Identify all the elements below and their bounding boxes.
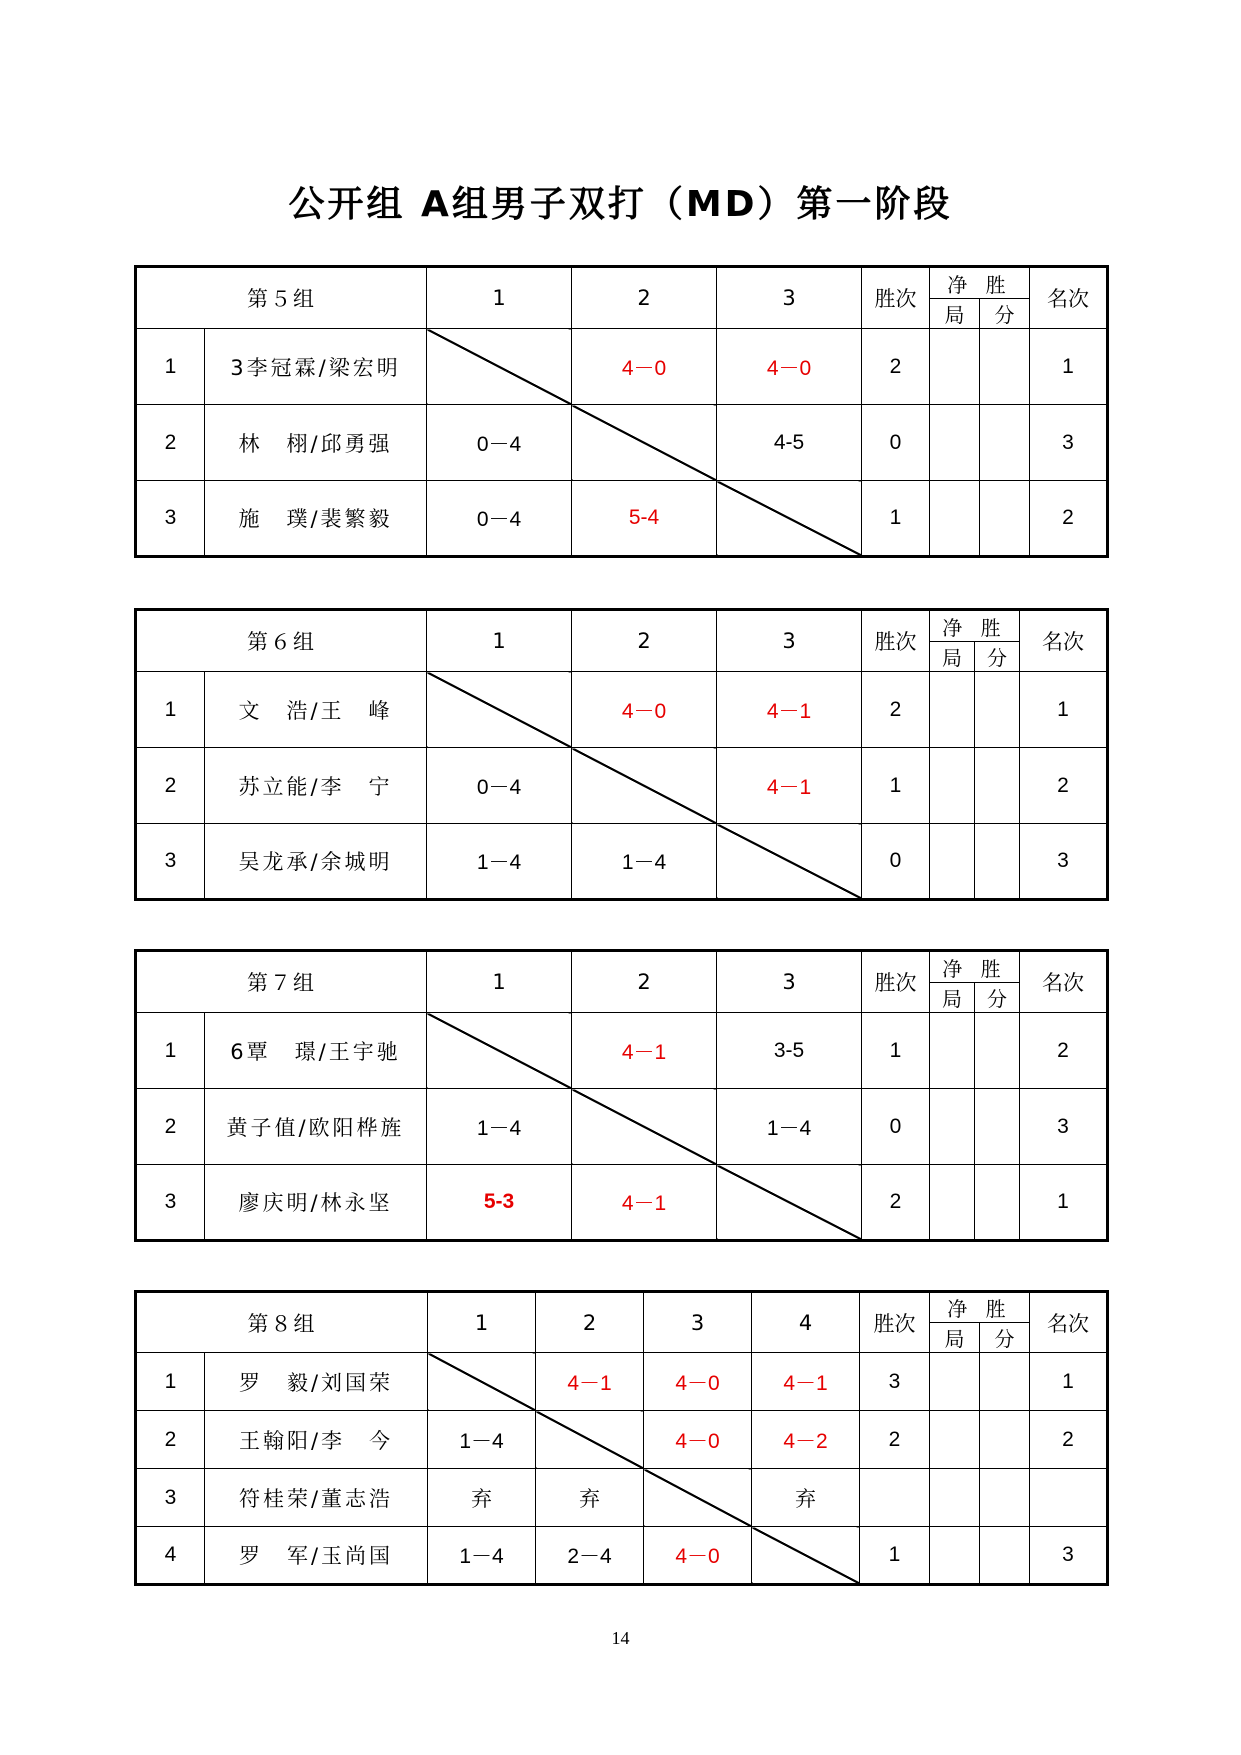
rank-header: 名次	[1020, 610, 1108, 672]
group-table	[134, 608, 1109, 901]
score-cell: 3-5	[717, 1013, 862, 1089]
player-pair: 廖庆明/林永坚	[205, 1165, 427, 1241]
rank-cell: 3	[1020, 1089, 1108, 1165]
score-cell: 1－4	[427, 824, 572, 900]
net-games-cell	[930, 329, 980, 405]
score-cell: 0－4	[427, 481, 572, 557]
rank-cell: 1	[1020, 672, 1108, 748]
net-win-label: 净 胜	[930, 269, 1029, 299]
net-win-label: 净 胜	[930, 953, 1019, 983]
score-cell: 4－0	[572, 329, 717, 405]
net-points-cell	[980, 329, 1030, 405]
diagonal-cell	[572, 1089, 717, 1165]
wins-cell: 2	[860, 1411, 930, 1469]
wins-cell	[860, 1469, 930, 1527]
rank-cell: 3	[1020, 824, 1108, 900]
score-cell: 4－0	[644, 1527, 752, 1585]
score-cell: 弃	[536, 1469, 644, 1527]
net-games-cell	[930, 405, 980, 481]
wins-header: 胜次	[862, 610, 930, 672]
rank-cell: 1	[1030, 329, 1108, 405]
player-pair: 3李冠霖/梁宏明	[205, 329, 427, 405]
score-cell: 4－1	[752, 1353, 860, 1411]
wins-cell: 2	[862, 329, 930, 405]
wins-cell: 1	[862, 1013, 930, 1089]
net-points-cell	[980, 1527, 1030, 1585]
col-header: 2	[572, 951, 717, 1013]
net-points-cell	[980, 481, 1030, 557]
table-row	[136, 405, 1108, 481]
row-index: 4	[136, 1527, 205, 1585]
score-cell: 0－4	[427, 405, 572, 481]
col-header: 1	[427, 951, 572, 1013]
rank-cell: 2	[1030, 481, 1108, 557]
net-games-label: 局	[930, 983, 975, 1012]
group-name: 第８组	[136, 1292, 428, 1353]
rank-cell: 2	[1030, 1411, 1108, 1469]
col-header: 3	[644, 1292, 752, 1353]
net-games-cell	[930, 824, 975, 900]
group-name: 第７组	[136, 951, 427, 1013]
diagonal-cell	[536, 1411, 644, 1469]
player-pair: 王翰阳/李 今	[205, 1411, 428, 1469]
rank-cell: 2	[1020, 1013, 1108, 1089]
wins-header: 胜次	[862, 267, 930, 329]
row-index: 1	[136, 329, 205, 405]
diagonal-cell	[572, 748, 717, 824]
col-header: 3	[717, 610, 862, 672]
row-index: 1	[136, 1353, 205, 1411]
net-win-header	[930, 1292, 1030, 1353]
wins-cell: 0	[862, 405, 930, 481]
net-games-cell	[930, 748, 975, 824]
table-row	[136, 1353, 1108, 1411]
net-points-cell	[975, 672, 1020, 748]
table-row	[136, 1165, 1108, 1241]
table-row	[136, 1469, 1108, 1527]
col-header: 1	[428, 1292, 536, 1353]
group-table	[134, 949, 1109, 1242]
diagonal-cell	[427, 329, 572, 405]
score-cell: 4-5	[717, 405, 862, 481]
col-header: 3	[717, 951, 862, 1013]
wins-cell: 2	[862, 1165, 930, 1241]
score-cell: 4－1	[572, 1165, 717, 1241]
net-win-header	[930, 610, 1020, 672]
group-name: 第５组	[136, 267, 427, 329]
net-win-header	[930, 267, 1030, 329]
score-cell: 4－1	[717, 748, 862, 824]
player-pair: 符桂荣/董志浩	[205, 1469, 428, 1527]
net-games-cell	[930, 1165, 975, 1241]
score-cell: 4－0	[717, 329, 862, 405]
row-index: 2	[136, 1411, 205, 1469]
net-games-cell	[930, 1013, 975, 1089]
score-cell: 1－4	[428, 1411, 536, 1469]
score-cell: 1－4	[428, 1527, 536, 1585]
col-header: 1	[427, 610, 572, 672]
net-games-label: 局	[930, 642, 975, 671]
net-points-label: 分	[987, 986, 1008, 1011]
score-cell: 弃	[752, 1469, 860, 1527]
table-row	[136, 329, 1108, 405]
net-games-cell	[930, 672, 975, 748]
net-points-cell	[975, 1089, 1020, 1165]
net-points-cell	[975, 1165, 1020, 1241]
table-row	[136, 824, 1108, 900]
rank-header: 名次	[1030, 267, 1108, 329]
net-win-label: 净 胜	[930, 1293, 1029, 1323]
diagonal-cell	[427, 1013, 572, 1089]
rank-cell: 3	[1030, 405, 1108, 481]
score-cell: 4－0	[644, 1411, 752, 1469]
score-cell: 1－4	[427, 1089, 572, 1165]
net-points-cell	[980, 1469, 1030, 1527]
rank-cell: 1	[1030, 1353, 1108, 1411]
wins-cell: 1	[860, 1527, 930, 1585]
net-win-header	[930, 951, 1020, 1013]
player-pair: 施 璞/裴繁毅	[205, 481, 427, 557]
net-points-label: 分	[994, 302, 1015, 327]
page-title: 公开组 A组男子双打（MD）第一阶段	[288, 184, 953, 225]
rank-header: 名次	[1020, 951, 1108, 1013]
diagonal-cell	[717, 1165, 862, 1241]
row-index: 1	[136, 672, 205, 748]
net-points-cell	[975, 748, 1020, 824]
row-index: 2	[136, 1089, 205, 1165]
net-games-cell	[930, 1089, 975, 1165]
diagonal-cell	[752, 1527, 860, 1585]
net-points-cell	[980, 1411, 1030, 1469]
wins-header: 胜次	[860, 1292, 930, 1353]
score-cell: 4－1	[536, 1353, 644, 1411]
wins-cell: 0	[862, 1089, 930, 1165]
table-row	[136, 672, 1108, 748]
net-win-label: 净 胜	[930, 612, 1019, 642]
diagonal-cell	[572, 405, 717, 481]
net-games-label: 局	[930, 1323, 980, 1352]
diagonal-cell	[428, 1353, 536, 1411]
player-pair: 苏立能/李 宁	[205, 748, 427, 824]
col-header: 4	[752, 1292, 860, 1353]
group-table	[134, 265, 1109, 558]
score-cell: 5-4	[572, 481, 717, 557]
wins-cell: 3	[860, 1353, 930, 1411]
net-games-label: 局	[930, 299, 980, 328]
col-header: 1	[427, 267, 572, 329]
diagonal-cell	[717, 824, 862, 900]
score-cell: 4－0	[644, 1353, 752, 1411]
net-points-cell	[980, 1353, 1030, 1411]
row-index: 3	[136, 1165, 205, 1241]
row-index: 3	[136, 824, 205, 900]
group-table	[134, 1290, 1109, 1586]
col-header: 2	[536, 1292, 644, 1353]
net-games-cell	[930, 1527, 980, 1585]
table-row	[136, 1527, 1108, 1585]
net-games-cell	[930, 1353, 980, 1411]
row-index: 2	[136, 405, 205, 481]
net-points-label: 分	[994, 1327, 1015, 1351]
score-cell: 4－0	[572, 672, 717, 748]
group-name: 第６组	[136, 610, 427, 672]
row-index: 1	[136, 1013, 205, 1089]
diagonal-cell	[717, 481, 862, 557]
wins-cell: 2	[862, 672, 930, 748]
player-pair: 罗 军/玉尚国	[205, 1527, 428, 1585]
net-points-cell	[980, 405, 1030, 481]
table-row	[136, 1089, 1108, 1165]
rank-cell: 2	[1020, 748, 1108, 824]
score-cell: 5-3	[427, 1165, 572, 1241]
page-number: 14	[611, 1628, 630, 1648]
table-row	[136, 1411, 1108, 1469]
player-pair: 6覃 璟/王宇驰	[205, 1013, 427, 1089]
wins-cell: 1	[862, 481, 930, 557]
net-games-cell	[930, 1469, 980, 1527]
score-cell: 弃	[428, 1469, 536, 1527]
rank-header: 名次	[1030, 1292, 1108, 1353]
net-points-cell	[975, 824, 1020, 900]
score-cell: 1－4	[717, 1089, 862, 1165]
player-pair: 文 浩/王 峰	[205, 672, 427, 748]
wins-cell: 0	[862, 824, 930, 900]
score-cell: 4－1	[572, 1013, 717, 1089]
net-games-cell	[930, 481, 980, 557]
wins-header: 胜次	[862, 951, 930, 1013]
row-index: 3	[136, 1469, 205, 1527]
rank-cell: 1	[1020, 1165, 1108, 1241]
table-row	[136, 481, 1108, 557]
net-games-cell	[930, 1411, 980, 1469]
row-index: 3	[136, 481, 205, 557]
score-cell: 4－2	[752, 1411, 860, 1469]
score-cell: 1－4	[572, 824, 717, 900]
rank-cell: 3	[1030, 1527, 1108, 1585]
col-header: 2	[572, 610, 717, 672]
table-row	[136, 748, 1108, 824]
score-cell: 4－1	[717, 672, 862, 748]
player-pair: 罗 毅/刘国荣	[205, 1353, 428, 1411]
col-header: 3	[717, 267, 862, 329]
col-header: 2	[572, 267, 717, 329]
player-pair: 林 栩/邱勇强	[205, 405, 427, 481]
wins-cell: 1	[862, 748, 930, 824]
table-row	[136, 1013, 1108, 1089]
diagonal-cell	[644, 1469, 752, 1527]
score-cell: 2－4	[536, 1527, 644, 1585]
player-pair: 吴龙承/余城明	[205, 824, 427, 900]
row-index: 2	[136, 748, 205, 824]
player-pair: 黄子值/欧阳桦旌	[205, 1089, 427, 1165]
net-points-cell	[975, 1013, 1020, 1089]
rank-cell	[1030, 1469, 1108, 1527]
diagonal-cell	[427, 672, 572, 748]
net-points-label: 分	[987, 645, 1008, 670]
score-cell: 0－4	[427, 748, 572, 824]
